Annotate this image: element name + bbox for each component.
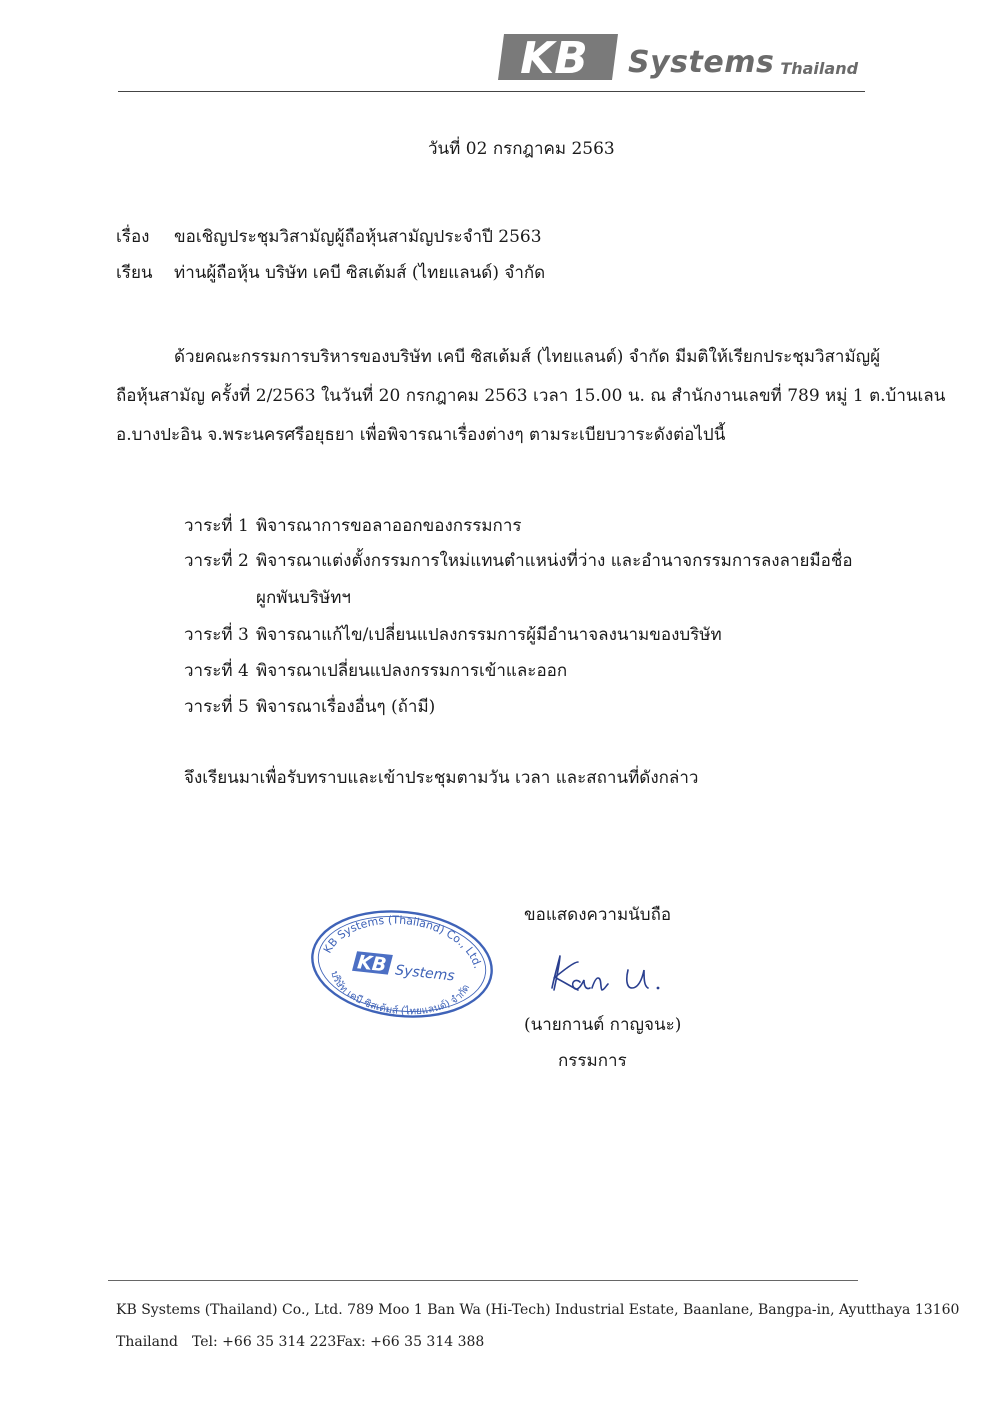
company-seal-stamp [306,908,498,1020]
stamp-top-text: KB Systems (Thailand) Co., Ltd. [320,913,485,970]
agenda-label: วาระที่ 4 [184,661,249,681]
stamp-logo-mark: KB [356,951,388,977]
handwritten-signature [544,948,684,1000]
signer-name: (นายกานต์ กาญจนะ) [524,1015,682,1035]
agenda-text: พิจารณาการขอลาออกของกรรมการ [256,516,522,536]
agenda-label: วาระที่ 1 [184,516,249,536]
subject-text: ขอเชิญประชุมวิสามัญผู้ถือหุ้นสามัญประจำปี 2563 [174,227,542,247]
company-logo [496,28,858,82]
footer-country: Thailand [116,1334,178,1350]
agenda-text-continuation: ผูกพันบริษัทฯ [256,588,351,608]
footer-tel: Tel: +66 35 314 223 [192,1334,337,1350]
recipient-label: เรียน [116,263,153,283]
footer-divider [108,1280,858,1281]
header-divider [118,91,865,92]
agenda-label: วาระที่ 2 [184,551,249,571]
closing-text: จึงเรียนมาเพื่อรับทราบและเข้าประชุมตามวัน เวลา และสถานที่ดังกล่าว [184,768,699,788]
stamp-logo-word: Systems [394,962,456,985]
body-line: ด้วยคณะกรรมการบริหารของบริษัท เคบี ซิสเต้มส์ (ไทยแลนด์) จำกัด มีมติให้เรียกประชุมวิสามัญผู้ [174,347,881,367]
footer-address: KB Systems (Thailand) Co., Ltd. 789 Moo 1 Ban Wa (Hi-Tech) Industrial Estate, Baanlane, Bangpa-in, Ayutthaya 13160 [116,1302,960,1318]
agenda-text: พิจารณาเปลี่ยนแปลงกรรมการเข้าและออก [256,661,568,681]
agenda-label: วาระที่ 3 [184,625,249,645]
agenda-label: วาระที่ 5 [184,697,249,717]
body-line: อ.บางปะอิน จ.พระนครศรีอยุธยา เพื่อพิจารณาเรื่องต่างๆ ตามระเบียบวาระดังต่อไปนี้ [116,425,726,445]
svg-text:KB Systems (Thailand) Co., Ltd [320,908,489,971]
logo-mark-text: KB [520,33,588,82]
kb-logo-mark [496,30,620,82]
body-line: ถือหุ้นสามัญ ครั้งที่ 2/2563 ในวันที่ 20 กรกฎาคม 2563 เวลา 15.00 น. ณ สำนักงานเลขที่ 789 หมู่ 1 ต.บ้านเลน [116,386,946,406]
agenda-text: พิจารณาเรื่องอื่นๆ (ถ้ามี) [256,697,436,717]
logo-subtitle: Thailand [780,59,859,78]
agenda-text: พิจารณาแก้ไข/เปลี่ยนแปลงกรรมการผู้มีอำนาจลงนามของบริษัท [256,625,722,645]
agenda-text: พิจารณาแต่งตั้งกรรมการใหม่แทนตำแหน่งที่ว่าง และอำนาจกรรมการลงลายมือชื่อ [256,551,853,571]
letter-date: วันที่ 02 กรกฎาคม 2563 [428,139,615,159]
logo-word: Systems [628,45,775,80]
signer-title: กรรมการ [558,1051,627,1071]
recipient-text: ท่านผู้ถือหุ้น บริษัท เคบี ซิสเต้มส์ (ไทยแลนด์) จำกัด [174,263,546,283]
footer-fax: Fax: +66 35 314 388 [336,1334,485,1350]
regards-text: ขอแสดงความนับถือ [524,905,672,925]
subject-label: เรื่อง [116,227,150,247]
stamp-bottom-text: บริษัท เคบี ซิสเต้มส์ (ไทยแลนด์) จำกัด [328,969,473,1018]
